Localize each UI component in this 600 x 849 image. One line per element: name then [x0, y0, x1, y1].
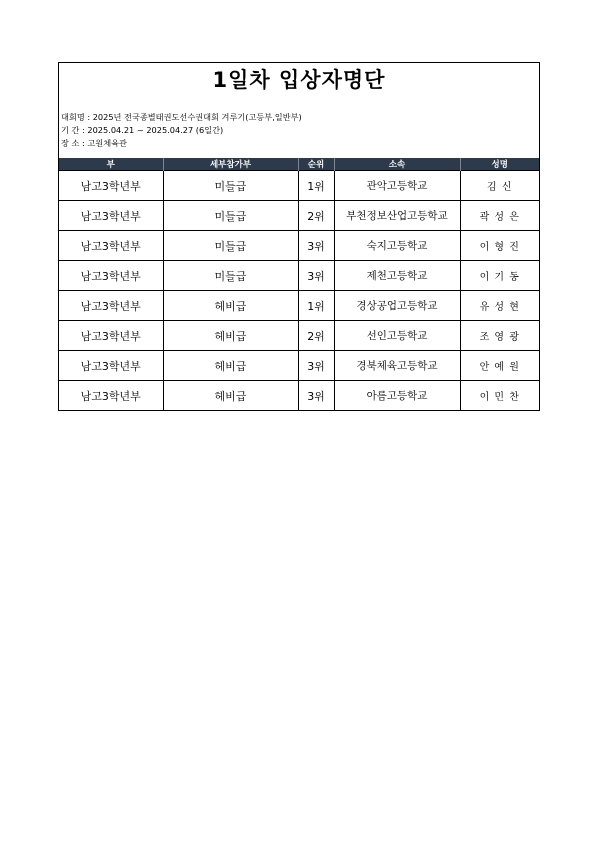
cell-school: 선인고등학교 [334, 321, 460, 351]
cell-weight-class: 미들급 [163, 231, 298, 261]
cell-weight-class: 헤비급 [163, 321, 298, 351]
cell-division: 남고3학년부 [59, 291, 163, 321]
cell-weight-class: 미들급 [163, 201, 298, 231]
table-header-row [59, 158, 539, 171]
cell-division: 남고3학년부 [59, 381, 163, 411]
cell-school: 부천정보산업고등학교 [334, 201, 460, 231]
table-row [59, 231, 539, 261]
table-row [59, 351, 539, 381]
cell-weight-class: 헤비급 [163, 291, 298, 321]
table-row [59, 321, 539, 351]
header-school: 소속 [334, 158, 460, 171]
winners-table [59, 158, 539, 410]
cell-rank: 2위 [298, 201, 334, 231]
cell-weight-class: 미들급 [163, 261, 298, 291]
cell-rank: 3위 [298, 381, 334, 411]
cell-rank: 2위 [298, 321, 334, 351]
table-row [59, 381, 539, 411]
cell-rank: 1위 [298, 291, 334, 321]
cell-name: 이 기 동 [460, 261, 539, 291]
table-row [59, 291, 539, 321]
cell-name: 이 형 진 [460, 231, 539, 261]
cell-school: 경북체육고등학교 [334, 351, 460, 381]
cell-rank: 3위 [298, 231, 334, 261]
header-rank: 순위 [298, 158, 334, 171]
header-weight-class: 세부참가부 [163, 158, 298, 171]
cell-name: 조 영 광 [460, 321, 539, 351]
cell-name: 안 예 원 [460, 351, 539, 381]
cell-school: 관악고등학교 [334, 171, 460, 201]
cell-rank: 1위 [298, 171, 334, 201]
cell-rank: 3위 [298, 261, 334, 291]
cell-division: 남고3학년부 [59, 321, 163, 351]
table-row [59, 171, 539, 201]
page-title: 1일차 입상자명단 [212, 68, 386, 92]
cell-name: 곽 성 은 [460, 201, 539, 231]
cell-division: 남고3학년부 [59, 261, 163, 291]
event-info [59, 97, 539, 158]
cell-name: 이 민 찬 [460, 381, 539, 411]
cell-division: 남고3학년부 [59, 231, 163, 261]
cell-school: 경상공업고등학교 [334, 291, 460, 321]
award-list-sheet [58, 62, 540, 411]
cell-name: 유 성 현 [460, 291, 539, 321]
table-row [59, 201, 539, 231]
cell-name: 김 신 [460, 171, 539, 201]
cell-school: 숙지고등학교 [334, 231, 460, 261]
event-period: 기 간 : 2025.04.21 ~ 2025.04.27 (6일간) [61, 125, 224, 135]
table-row [59, 261, 539, 291]
cell-division: 남고3학년부 [59, 351, 163, 381]
table-body [59, 171, 539, 411]
cell-weight-class: 헤비급 [163, 351, 298, 381]
cell-division: 남고3학년부 [59, 171, 163, 201]
header-division: 부 [59, 158, 163, 171]
cell-division: 남고3학년부 [59, 201, 163, 231]
cell-weight-class: 미들급 [163, 171, 298, 201]
cell-rank: 3위 [298, 351, 334, 381]
header-name: 성명 [460, 158, 539, 171]
event-venue: 장 소 : 고원체육관 [61, 138, 127, 148]
cell-school: 제천고등학교 [334, 261, 460, 291]
cell-weight-class: 헤비급 [163, 381, 298, 411]
cell-school: 아름고등학교 [334, 381, 460, 411]
event-name: 대회명 : 2025년 전국종별태권도선수권대회 겨루기(고등부,일반부) [61, 112, 302, 122]
